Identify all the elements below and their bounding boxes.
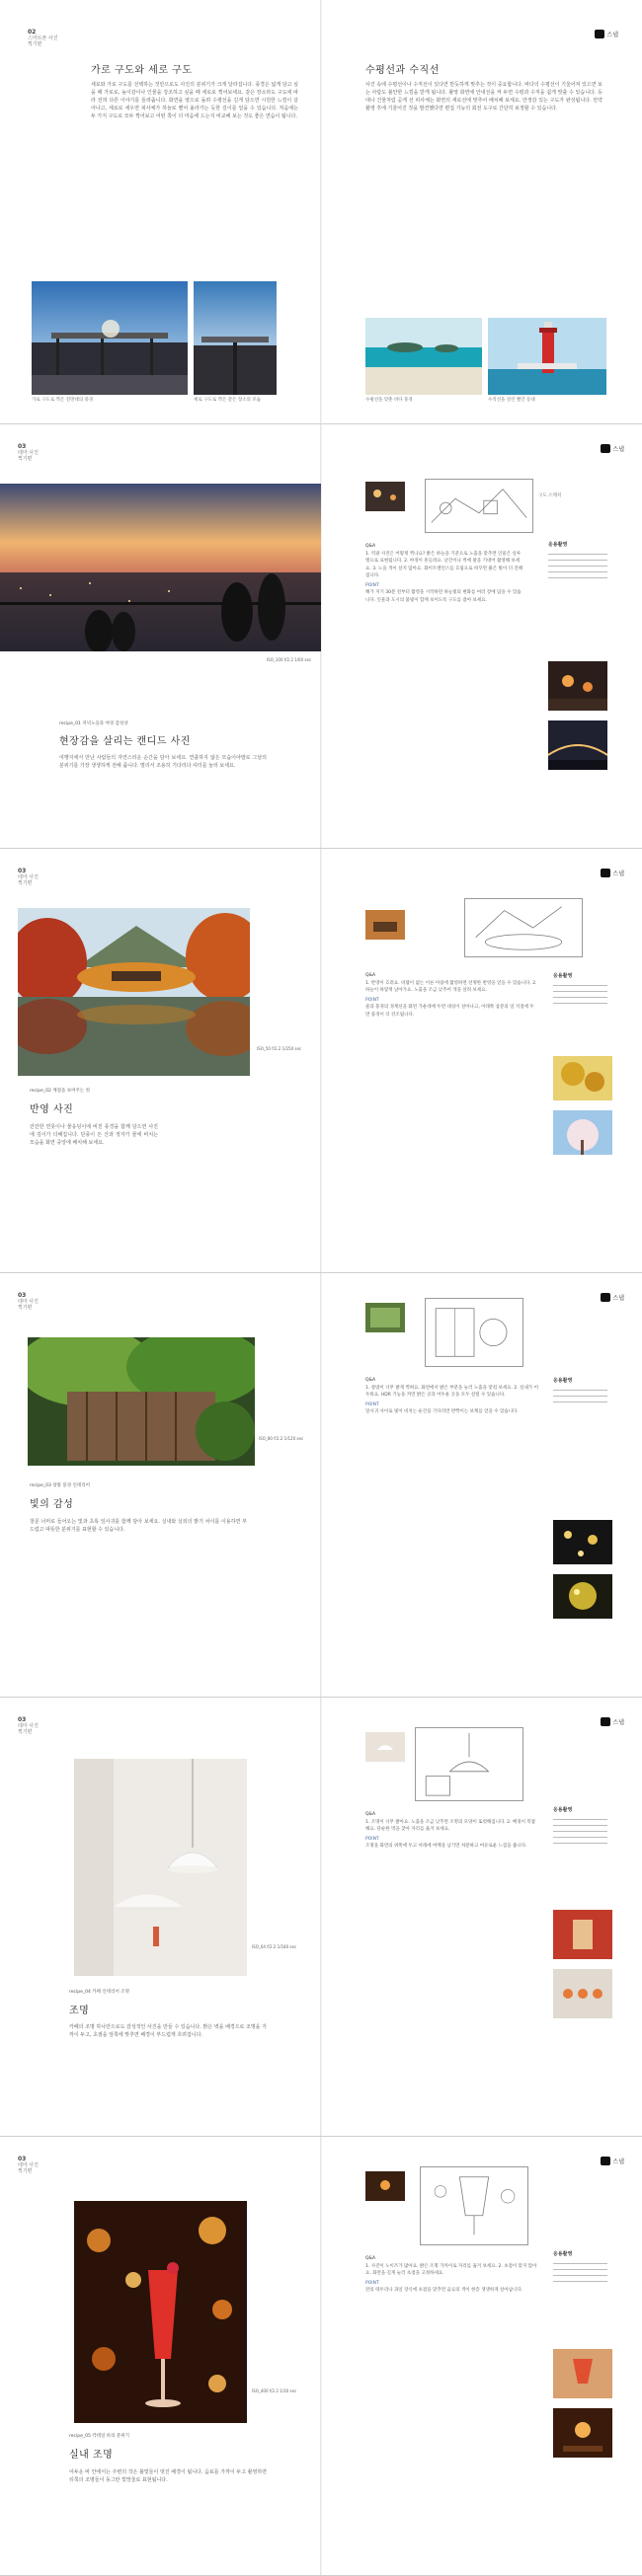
qa-block [365, 972, 538, 1019]
thumbnail-lamp-interior [365, 1732, 405, 1762]
autumn-pond-reflection-photo [18, 908, 250, 1076]
logo-mark: 스냅 [601, 2157, 624, 2165]
gutter [320, 1273, 322, 1697]
qa-body: 1. 조명이 너무 밝아요. 노출을 조금 낮추면 조명의 모양이 또렷해집니다. 2. 배경이 복잡해요. 단순한 벽을 찾아 자리를 옮겨 보세요. [365, 1819, 536, 1832]
memo-title: 응용촬영 [553, 1807, 573, 1813]
point-title: POINT [365, 582, 379, 588]
qa-title: Q&A [365, 2256, 376, 2261]
qa-title: Q&A [365, 544, 376, 549]
qa-block [365, 543, 523, 604]
gutter [320, 2137, 322, 2575]
composition-sketch [420, 2166, 528, 2245]
qa-block [365, 2255, 538, 2295]
composition-sketch [425, 1298, 523, 1367]
thumbnail-bokeh-lights [553, 1520, 612, 1564]
thumbnail-pendant-row [553, 1969, 612, 2018]
thumbnail-lantern-alley [548, 661, 607, 711]
section-body-right: 사진 속에 수평선이나 수직선이 있다면 반듯하게 맞추는 것이 중요합니다. 바다의 수평선이 기울어져 있으면 보는 사람도 불안한 느낌을 받게 됩니다. 촬영 화면에 안내선을 켜 두면 수평과 수직을 쉽게 맞출 수 있습니다. 등대나 건물처럼 곧게 선 피사체는 화면의 세로선에 맞추어 배치해 보세요. 안정감 있는 구도가 완성됩니다. 만약 촬영 후에 기울어진 것을 발견했다면 편집 기능의 회전 도구로 간단히 보정할 수 있습니다. [365, 82, 602, 112]
qa-body: 1. 역광 사진은 어떻게 찍나요? 밝은 하늘을 기준으로 노출을 맞추면 인물은 실루엣으로 표현됩니다. 2. 야경이 흔들려요. 난간이나 벽에 팔을 기대어 촬영해 보세요. 3. 노을 색이 살지 않아요. 화이트밸런스를 흐림으로 바꾸면 붉은 빛이 더 진해집니다. [365, 551, 523, 578]
recipe-heading: 실내 조명 [69, 2450, 114, 2461]
thumbnail-night-street [365, 482, 405, 511]
photo-meta: ISO_80 f/2.2 1/120 sec [259, 1436, 304, 1441]
thumbnail-blossom [553, 1110, 612, 1155]
left-running-head: 03 테마 사진 찍기편 [18, 868, 39, 886]
photo-caption-b: 세로 구도로 찍은 같은 장소의 모습 [194, 398, 262, 403]
photo-caption-c: 수평선을 맞춘 바다 풍경 [365, 398, 413, 403]
point-body: 잎사귀 사이로 빛이 비치는 순간을 기다리면 반짝이는 보케를 얻을 수 있습니다. [365, 1409, 519, 1414]
memo-lines [553, 2258, 607, 2287]
memo-lines [553, 1385, 607, 1407]
recipe-heading: 조명 [69, 2006, 90, 2016]
logo-icon [601, 1717, 610, 1726]
qa-title: Q&A [365, 1812, 376, 1817]
red-lighthouse-photo [488, 318, 606, 395]
logo-icon [601, 1293, 610, 1302]
memo-title: 응용촬영 [553, 1378, 573, 1384]
recipe-kicker: recipe_05 칵테일 바의 분위기 [69, 2434, 129, 2439]
composition-sketch [464, 898, 583, 957]
thumbnail-tree-lights [553, 1574, 612, 1619]
spread-5 [0, 1698, 642, 2137]
qa-body: 1. 반영이 흐려요. 바람이 없는 이른 아침에 촬영하면 선명한 반영을 얻을 수 있습니다. 2. 하늘이 하얗게 날아가요. 노출을 조금 낮추어 색을 살려 보세요. [365, 980, 537, 993]
point-body: 잔의 테두리나 과일 장식에 초점을 맞추면 음료의 색이 한층 생생하게 살아납니다. [365, 2288, 523, 2293]
memo-title: 응용촬영 [553, 2251, 573, 2257]
recipe-kicker: recipe_03 창밖 풍경 인테리어 [30, 1483, 90, 1488]
logo-icon [601, 444, 610, 453]
thumbnail-candle-table [553, 2408, 612, 2458]
recipe-heading: 반영 사진 [30, 1104, 74, 1115]
point-body: 해가 지기 30분 전부터 촬영을 시작하면 하늘빛의 변화를 여러 장에 담을 수 있습니다. 인물과 도시의 불빛이 함께 보이도록 구도를 잡아 보세요. [365, 590, 522, 603]
logo-icon [601, 2157, 610, 2165]
photo-caption-a: 가로 구도로 찍은 전망대의 풍경 [32, 398, 94, 403]
recipe-body: 카페의 조명 하나만으로도 감성적인 사진을 만들 수 있습니다. 밝은 벽을 배경으로 조명을 가까이 두고, 초점을 앞쪽에 맞추면 배경이 부드럽게 흐려집니다. [69, 2024, 267, 2038]
left-running-head: 03 테마 사진 찍기편 [18, 443, 39, 462]
recipe-body: 잔잔한 연못이나 물웅덩이에 비친 풍경을 함께 담으면 사진에 깊이가 더해집니다. 단풍이 든 산과 정자가 물에 비치는 모습을 화면 중앙에 배치해 보세요. [30, 1124, 158, 1146]
left-running-head: 03 테마 사진 찍기편 [18, 1292, 39, 1311]
memo-title: 응용촬영 [553, 973, 573, 979]
gutter [320, 1698, 322, 2136]
left-running-head: 02 스마트폰 사진 찍기편 [28, 29, 58, 47]
spread-3 [0, 849, 642, 1273]
sunset-cityscape-photo [0, 484, 321, 651]
section-heading-horizontal-vertical: 가로 구도와 세로 구도 [91, 65, 193, 76]
window-greenery-photo [28, 1337, 255, 1466]
point-body: 물과 풍경의 경계선을 화면 가운데에 두면 대칭이 살아나고, 아래쪽 삼분의 일 지점에 두면 풍경이 더 강조됩니다. [365, 1005, 534, 1018]
logo-icon [595, 30, 604, 38]
photo-caption-d: 수직선을 살린 빨간 등대 [488, 398, 535, 403]
photo-meta: ISO_100 f/2.2 1/60 sec [267, 657, 312, 662]
qa-block [365, 1377, 538, 1416]
pendant-lamp-photo [74, 1759, 247, 1976]
logo-icon [601, 869, 610, 877]
thumbnail-yellow-leaves [553, 1056, 612, 1100]
section-body: 세로와 가로 구도를 선택하는 것만으로도 사진의 분위기가 크게 달라집니다. 풍경은 넓게 담고 싶을 때 가로로, 높이감이나 인물을 강조하고 싶을 때 세로로 찍어보세요. 같은 장소라도 구도에 따라 전혀 다른 이야기를 들려줍니다. 화면을 옆으로 돌려 수평선을 길게 담으면 시원한 느낌이 살아나고, 세로로 세우면 피사체가 하늘로 뻗어 올라가는 듯한 깊이를 얻을 수 있습니다. 처음에는 두 가지 구도로 모두 찍어보고 어떤 쪽이 더 마음에 드는지 비교해 보는 것도 좋은 연습이 됩니다. [91, 82, 298, 119]
point-title: POINT [365, 1836, 379, 1842]
recipe-heading: 현장감을 살리는 캔디드 사진 [59, 736, 191, 747]
logo-mark: 스냅 [601, 869, 624, 877]
recipe-body: 여행지에서 만난 사람들의 자연스러운 순간을 담아 보세요. 연출하지 않은 모습이야말로 그날의 분위기를 가장 생생하게 전해 줍니다. 멀리서 조용히 기다리다 셔터를 눌러 보세요. [59, 755, 267, 769]
cocktail-bar-photo [74, 2201, 247, 2423]
qa-title: Q&A [365, 1378, 376, 1383]
photo-meta: ISO_64 f/2.2 1/180 sec [252, 1944, 297, 1949]
qa-body: 1. 창밖이 너무 밝게 찍혀요. 화면에서 밝은 부분을 눌러 노출을 맞춰 보세요. 2. 실내가 어두워요. HDR 기능을 켜면 밝은 곳과 어두운 곳을 모두 살릴 수 있습니다. [365, 1385, 538, 1398]
recipe-body: 어두운 바 안에서는 주변의 작은 불빛들이 멋진 배경이 됩니다. 음료를 가까이 두고 촬영하면 뒤쪽의 조명들이 동그란 빛망울로 표현됩니다. [69, 2469, 267, 2483]
spread-4 [0, 1273, 642, 1698]
logo-mark: 스냅 [595, 30, 618, 38]
thumbnail-temple [365, 910, 405, 940]
qa-block [365, 1811, 538, 1851]
sea-horizon-photo [365, 318, 482, 395]
point-body: 조명을 화면의 위쪽에 두고 아래에 여백을 남기면 차분하고 여유로운 느낌을 줍니다. [365, 1844, 527, 1849]
observatory-vertical-photo [194, 281, 277, 395]
point-title: POINT [365, 997, 379, 1003]
thumbnail-bar-counter [365, 2171, 405, 2201]
photo-meta: ISO_50 f/2.2 1/250 sec [257, 1046, 302, 1051]
left-running-head: 03 테마 사진 찍기편 [18, 1716, 39, 1735]
left-running-head: 03 테마 사진 찍기편 [18, 2156, 39, 2174]
composition-sketch [425, 479, 533, 533]
observatory-horizontal-photo [32, 281, 188, 395]
section-heading-horizon: 수평선과 수직선 [365, 65, 440, 76]
recipe-body: 창문 너머로 들어오는 빛과 초록 잎사귀를 함께 담아 보세요. 실내와 실외의 밝기 차이를 이용하면 부드럽고 따뜻한 분위기를 표현할 수 있습니다. [30, 1519, 247, 1533]
composition-sketch [415, 1727, 523, 1801]
qa-title: Q&A [365, 973, 376, 978]
memo-lines [553, 980, 607, 1009]
thumbnail-bridge-night [548, 720, 607, 770]
point-title: POINT [365, 1402, 379, 1407]
recipe-kicker: recipe_02 계절을 보여주는 컷 [30, 1089, 90, 1094]
gutter [320, 849, 322, 1272]
thumbnail-window [365, 1303, 405, 1332]
thumbnail-red-wall [553, 1910, 612, 1959]
logo-mark: 스냅 [601, 444, 624, 453]
spread-1 [0, 0, 642, 424]
recipe-kicker: recipe_01 저녁노을과 야경 감성샷 [59, 721, 128, 726]
recipe-heading: 빛의 감성 [30, 1499, 74, 1510]
gutter [320, 0, 322, 423]
sketch-note: 구도 스케치 [538, 493, 562, 498]
point-title: POINT [365, 2280, 379, 2286]
photo-meta: ISO_400 f/2.2 1/30 sec [252, 2388, 297, 2393]
memo-lines [553, 1814, 607, 1849]
spread-2 [0, 424, 642, 849]
logo-mark: 스냅 [601, 1717, 624, 1726]
spread-6 [0, 2137, 642, 2576]
qa-body: 1. 사진이 노이즈가 많아요. 밝은 조명 가까이로 자리를 옮겨 보세요. 2. 초점이 맞지 않아요. 화면을 길게 눌러 초점을 고정하세요. [365, 2263, 537, 2276]
memo-lines [548, 549, 607, 583]
logo-mark: 스냅 [601, 1293, 624, 1302]
memo-title: 응용촬영 [548, 542, 568, 548]
thumbnail-cocktail-glass [553, 2349, 612, 2398]
recipe-kicker: recipe_04 카페 인테리어 조명 [69, 1990, 129, 1995]
